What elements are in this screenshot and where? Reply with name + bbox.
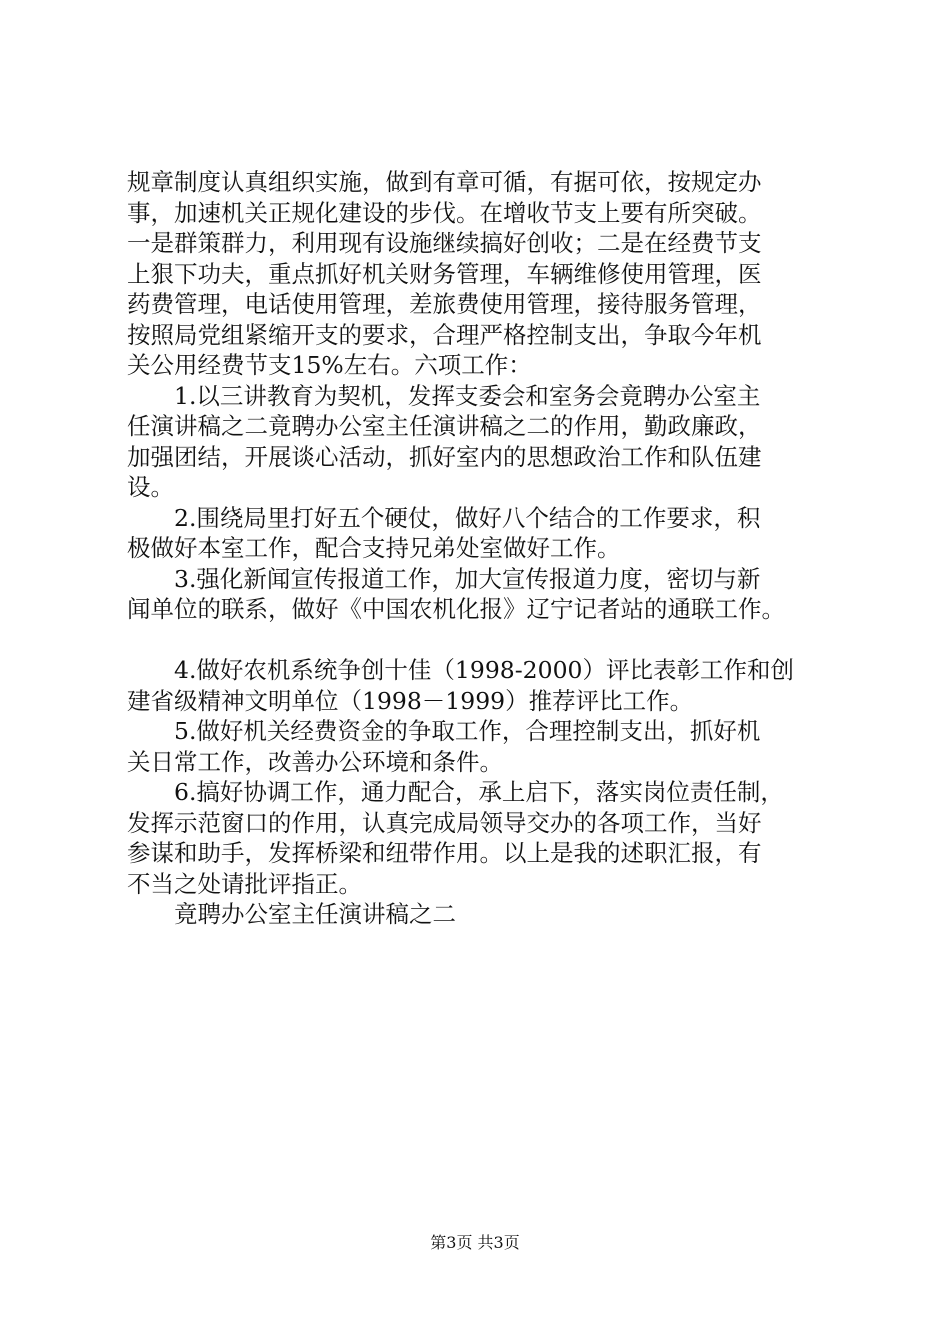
- text-line: 不当之处请批评指正。: [127, 869, 362, 898]
- page-footer: 第3页 共3页: [430, 1233, 520, 1252]
- text-line: 极做好本室工作，配合支持兄弟处室做好工作。: [127, 534, 621, 562]
- text-line: 关日常工作，改善办公环境和条件。: [127, 747, 503, 776]
- blank-line: [127, 625, 839, 656]
- item-3-line: 3.强化新闻宣传报道工作，加大宣传报道力度，密切与新: [174, 564, 761, 593]
- text-line: 药费管理，电话使用管理，差旅费使用管理，接待服务管理，: [127, 290, 762, 318]
- text-line: 建省级精神文明单位（1998－1999）推荐评比工作。: [127, 686, 694, 715]
- text-line: 一是群策群力，利用现有设施继续搞好创收；二是在经费节支: [127, 229, 762, 257]
- text-line: 上狠下功夫，重点抓好机关财务管理，车辆维修使用管理，医: [127, 259, 762, 288]
- text-line: 任演讲稿之二竟聘办公室主任演讲稿之二的作用，勤政廉政，: [127, 412, 762, 440]
- item-2-line: 2.围绕局里打好五个硬仗，做好八个结合的工作要求，积: [174, 503, 761, 532]
- text-line: 参谋和助手，发挥桥梁和纽带作用。以上是我的述职汇报，有: [127, 839, 762, 867]
- document-body: [127, 167, 839, 930]
- text-line: 关公用经费节支15%左右。六项工作：: [127, 351, 532, 379]
- text-line: 发挥示范窗口的作用，认真完成局领导交办的各项工作，当好: [127, 808, 762, 837]
- text-line: 闻单位的联系，做好《中国农机化报》辽宁记者站的通联工作。: [127, 595, 785, 623]
- text-line: 事，加速机关正规化建设的步伐。在增收节支上要有所突破。: [127, 198, 762, 227]
- closing-title-line: 竟聘办公室主任演讲稿之二: [174, 900, 456, 928]
- text-line: 规章制度认真组织实施，做到有章可循，有据可依，按规定办: [127, 168, 762, 196]
- item-5-line: 5.做好机关经费资金的争取工作，合理控制支出，抓好机: [174, 717, 761, 745]
- text-line: 加强团结，开展谈心活动，抓好室内的思想政治工作和队伍建: [127, 442, 762, 471]
- text-line: 按照局党组紧缩开支的要求，合理严格控制支出，争取今年机: [127, 320, 762, 349]
- text-line: 设。: [127, 473, 174, 501]
- item-6-line: 6.搞好协调工作，通力配合，承上启下，落实岗位责任制，: [174, 778, 784, 806]
- item-4-line: 4.做好农机系统争创十佳（1998-2000）评比表彰工作和创: [174, 656, 794, 684]
- item-1-line: 1.以三讲教育为契机，发挥支委会和室务会竟聘办公室主: [174, 381, 761, 410]
